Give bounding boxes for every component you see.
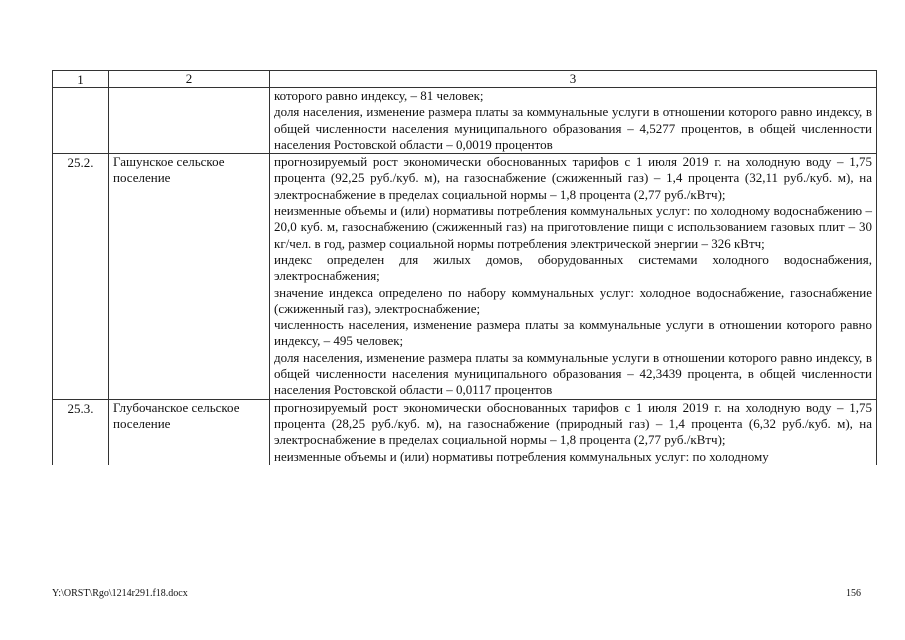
description-paragraph: прогнозируемый рост экономически обоснованных тарифов с 1 июля 2019 г. на холодную воду – 1,75 процента (28,25 руб./куб. м), на газоснабжение (природный газ) – 1,4 процента (6,32 руб./куб. м), на электроснабжение в пределах социальной нормы – 1,8 процента (2,77 руб./кВтч); xyxy=(274,399,872,448)
description-paragraph: прогнозируемый рост экономически обоснованных тарифов с 1 июля 2019 г. на холодную воду – 1,75 процента (92,25 руб./куб. м), на газоснабжение (сжиженный газ) – 1,4 процента (32,11 руб./куб. м), на электроснабжение в пределах социальной нормы – 1,8 процента (2,77 руб./кВтч); xyxy=(274,154,872,202)
page-number: 156 xyxy=(846,588,861,599)
row-number: 25.2. xyxy=(53,154,109,399)
row-number: 25.3. xyxy=(53,399,109,465)
description-cell xyxy=(270,154,877,399)
description-paragraph: неизменные объемы и (или) нормативы потребления коммунальных услуг: по холодному водоснабжению – 20,0 куб. м, газоснабжению (сжиженный газ) на приготовление пищи с использованием газовых плит – 30 кг/чел. в год, размер социальной нормы потребления электрической энергии – 326 кВтч; xyxy=(274,203,872,251)
table-header-row xyxy=(53,71,877,88)
description-paragraph: которого равно индексу, – 81 человек; xyxy=(274,88,484,103)
settlement-name: Гашунское сельское поселение xyxy=(109,154,270,399)
header-col-3: 3 xyxy=(270,71,877,88)
description-paragraph: значение индекса определено по набору коммунальных услуг: холодное водоснабжение, газоснабжение (сжиженный газ), электроснабжение; xyxy=(274,284,872,316)
settlement-name: Глубочанское сельское поселение xyxy=(109,399,270,465)
description-cell xyxy=(270,399,877,465)
header-col-1: 1 xyxy=(53,71,109,88)
table-row xyxy=(53,399,877,465)
description-paragraph: доля населения, изменение размера платы за коммунальные услуги в отношении которого равно индексу, в общей численности населения муниципального образования – 42,3439 процента, в общей численности населения Ростовской области – 0,0117 процентов xyxy=(274,349,872,398)
file-path-footer: Y:\ORST\Rgo\1214r291.f18.docx xyxy=(52,588,188,599)
description-paragraph: индекс определен для жилых домов, оборудованных системами холодного водоснабжения, электроснабжения; xyxy=(274,251,872,284)
description-paragraph: доля населения, изменение размера платы за коммунальные услуги в отношении которого равно индексу, в общей численности населения муниципального образования – 4,5277 процентов, в общей численности населения Ростовской области – 0,0019 процентов xyxy=(274,104,872,152)
description-paragraph: неизменные объемы и (или) нормативы потребления коммунальных услуг: по холодному xyxy=(274,448,769,464)
settlement-name xyxy=(109,88,270,154)
tariff-table xyxy=(52,70,877,465)
description-cell xyxy=(270,88,877,154)
table-row xyxy=(53,154,877,399)
header-col-2: 2 xyxy=(109,71,270,88)
description-paragraph: численность населения, изменение размера платы за коммунальные услуги в отношении которого равно индексу, – 495 человек; xyxy=(274,317,872,349)
table-row xyxy=(53,88,877,154)
row-number xyxy=(53,88,109,154)
